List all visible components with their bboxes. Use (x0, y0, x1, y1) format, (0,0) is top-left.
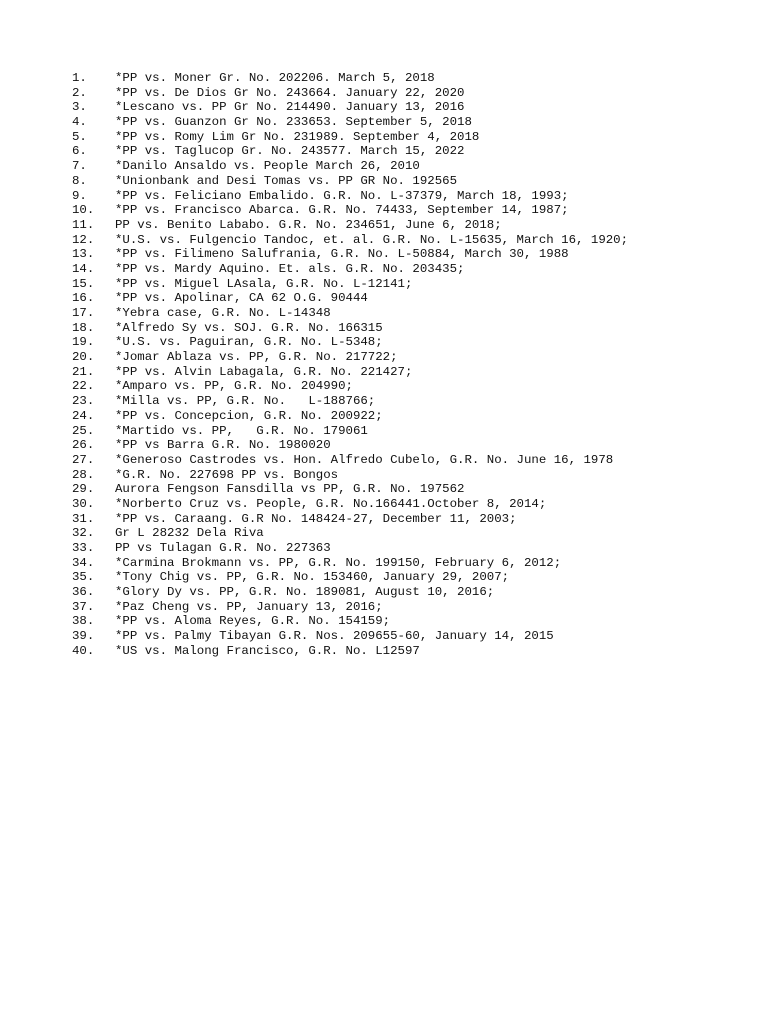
list-item-number: 17. (72, 306, 95, 320)
list-item (72, 556, 628, 571)
list-item-text: *Carmina Brokmann vs. PP, G.R. No. 199150, February 6, 2012; (115, 555, 562, 570)
list-item-number: 28. (72, 467, 95, 482)
list-item-text: *Martido vs. PP, G.R. No. 179061 (115, 423, 368, 438)
list-item-text: *PP vs. Feliciano Embalido. G.R. No. L-37379, March 18, 1993; (115, 188, 569, 203)
list-item (72, 570, 628, 585)
list-item (72, 277, 628, 292)
list-item (72, 262, 628, 277)
list-item-text: *Generoso Castrodes vs. Hon. Alfredo Cubelo, G.R. No. June 16, 1978 (115, 452, 614, 467)
list-item-number: 2. (72, 85, 87, 100)
list-item (72, 394, 628, 409)
list-item-text: *Tony Chig vs. PP, G.R. No. 153460, January 29, 2007; (115, 570, 510, 585)
list-item-text: *PP vs. Palmy Tibayan G.R. Nos. 209655-60, January 14, 2015 (115, 629, 554, 644)
list-item-number: 25. (72, 423, 95, 438)
list-item-text: *Jomar Ablaza vs. PP, G.R. No. 217722; (115, 350, 398, 365)
list-item-number: 10. (72, 203, 95, 218)
list-item-number: 8. (72, 173, 87, 188)
list-item-number: 21. (72, 364, 95, 379)
list-item (72, 233, 628, 248)
list-item-text: Aurora Fengson Fansdilla vs PP, G.R. No. 197562 (115, 482, 465, 497)
list-item (72, 174, 628, 189)
list-item-number: 5. (72, 129, 87, 144)
list-item-number: 13. (72, 247, 95, 262)
list-item-number: 16. (72, 291, 95, 306)
list-item-text: *PP vs. Filimeno Salufrania, G.R. No. L-50884, March 30, 1988 (115, 247, 569, 262)
list-item-text: *Norberto Cruz vs. People, G.R. No.166441.October 8, 2014; (115, 496, 547, 511)
list-item-text: *U.S. vs. Paguiran, G.R. No. L-5348; (115, 335, 383, 350)
list-item-number: 37. (72, 599, 95, 614)
list-item (72, 409, 628, 424)
list-item (72, 468, 628, 483)
list-item-text: *Unionbank and Desi Tomas vs. PP GR No. 192565 (115, 173, 458, 188)
list-item (72, 86, 628, 101)
list-item-number: 4. (72, 115, 87, 130)
list-item-number: 24. (72, 408, 95, 423)
list-item-number: 32. (72, 526, 95, 541)
list-item (72, 203, 628, 218)
list-item-number: 11. (72, 217, 95, 232)
list-item (72, 335, 628, 350)
list-item-number: 20. (72, 350, 95, 365)
list-item-text: *PP vs. Mardy Aquino. Et. als. G.R. No. 203435; (115, 261, 465, 276)
list-item-text: *PP vs. Miguel LAsala, G.R. No. L-12141; (115, 276, 413, 291)
list-item (72, 321, 628, 336)
list-item (72, 130, 628, 145)
list-item-text: *PP vs. Guanzon Gr No. 233653. September 5, 2018 (115, 115, 472, 130)
list-item-number: 35. (72, 570, 95, 585)
list-item (72, 482, 628, 497)
list-item (72, 218, 628, 233)
list-item-text: *Alfredo Sy vs. SOJ. G.R. No. 166315 (115, 320, 383, 335)
list-item (72, 159, 628, 174)
list-item-number: 14. (72, 261, 95, 276)
list-item-number: 6. (72, 144, 87, 159)
list-item (72, 614, 628, 629)
case-list (72, 71, 628, 659)
list-item-text: Gr L 28232 Dela Riva (115, 526, 264, 541)
list-item-text: *PP vs. Aloma Reyes, G.R. No. 154159; (115, 614, 391, 629)
list-item-number: 3. (72, 100, 87, 115)
list-item (72, 541, 628, 556)
list-item (72, 453, 628, 468)
list-item (72, 629, 628, 644)
list-item-text: *PP vs. Apolinar, CA 62 O.G. 90444 (115, 291, 368, 306)
list-item-text: *Paz Cheng vs. PP, January 13, 2016; (115, 599, 383, 614)
list-item-number: 29. (72, 482, 95, 497)
list-item-text: *Glory Dy vs. PP, G.R. No. 189081, August 10, 2016; (115, 585, 495, 600)
list-item-text: PP vs. Benito Lababo. G.R. No. 234651, June 6, 2018; (115, 217, 502, 232)
list-item-number: 34. (72, 555, 95, 570)
list-item-text: *US vs. Malong Francisco, G.R. No. L12597 (115, 643, 420, 658)
list-item-number: 12. (72, 232, 95, 247)
list-item-text: *Yebra case, G.R. No. L-14348 (115, 306, 331, 320)
list-item-text: *PP vs. Caraang. G.R No. 148424-27, December 11, 2003; (115, 511, 517, 526)
list-item (72, 379, 628, 394)
list-item-text: *U.S. vs. Fulgencio Tandoc, et. al. G.R. No. L-15635, March 16, 1920; (115, 232, 629, 247)
list-item-number: 40. (72, 643, 95, 658)
list-item-number: 30. (72, 496, 95, 511)
list-item-number: 22. (72, 379, 95, 394)
list-item-text: *PP vs. Romy Lim Gr No. 231989. September 4, 2018 (115, 129, 480, 144)
list-item (72, 585, 628, 600)
list-item (72, 115, 628, 130)
list-item (72, 350, 628, 365)
list-item (72, 644, 628, 659)
list-item-number: 36. (72, 585, 95, 600)
list-item (72, 189, 628, 204)
list-item-text: *Danilo Ansaldo vs. People March 26, 2010 (115, 159, 420, 174)
list-item (72, 438, 628, 453)
list-item-text: *PP vs. Taglucop Gr. No. 243577. March 15, 2022 (115, 144, 465, 159)
list-item-number: 39. (72, 629, 95, 644)
list-item-number: 31. (72, 511, 95, 526)
list-item-text: *PP vs. Francisco Abarca. G.R. No. 74433, September 14, 1987; (115, 203, 569, 218)
list-item-text: PP vs Tulagan G.R. No. 227363 (115, 541, 331, 555)
list-item-text: *PP vs. Alvin Labagala, G.R. No. 221427; (115, 364, 413, 379)
list-item-number: 19. (72, 335, 95, 350)
list-item (72, 100, 628, 115)
list-item-number: 7. (72, 159, 87, 174)
list-item-text: *Lescano vs. PP Gr No. 214490. January 13, 2016 (115, 100, 465, 115)
list-item (72, 291, 628, 306)
list-item (72, 512, 628, 527)
list-item-number: 26. (72, 438, 95, 453)
list-item (72, 306, 628, 321)
list-item-text: *PP vs. Moner Gr. No. 202206. March 5, 2018 (115, 71, 435, 85)
list-item-number: 18. (72, 320, 95, 335)
list-item-text: *Milla vs. PP, G.R. No. L-188766; (115, 394, 376, 409)
list-item-number: 38. (72, 614, 95, 629)
list-item (72, 600, 628, 615)
list-item-number: 23. (72, 394, 95, 409)
list-item-number: 15. (72, 276, 95, 291)
list-item-text: *PP vs. Concepcion, G.R. No. 200922; (115, 408, 383, 423)
list-item (72, 71, 628, 86)
list-item (72, 365, 628, 380)
list-item-text: *G.R. No. 227698 PP vs. Bongos (115, 467, 339, 482)
list-item-number: 33. (72, 541, 95, 555)
list-item (72, 526, 628, 541)
list-item (72, 424, 628, 439)
list-item-number: 9. (72, 188, 87, 203)
list-item (72, 144, 628, 159)
list-item (72, 247, 628, 262)
list-item-text: *PP vs Barra G.R. No. 1980020 (115, 438, 331, 453)
list-item (72, 497, 628, 512)
list-item-text: *PP vs. De Dios Gr No. 243664. January 22, 2020 (115, 85, 465, 100)
list-item-number: 1. (72, 71, 87, 85)
list-item-number: 27. (72, 452, 95, 467)
list-item-text: *Amparo vs. PP, G.R. No. 204990; (115, 379, 353, 394)
